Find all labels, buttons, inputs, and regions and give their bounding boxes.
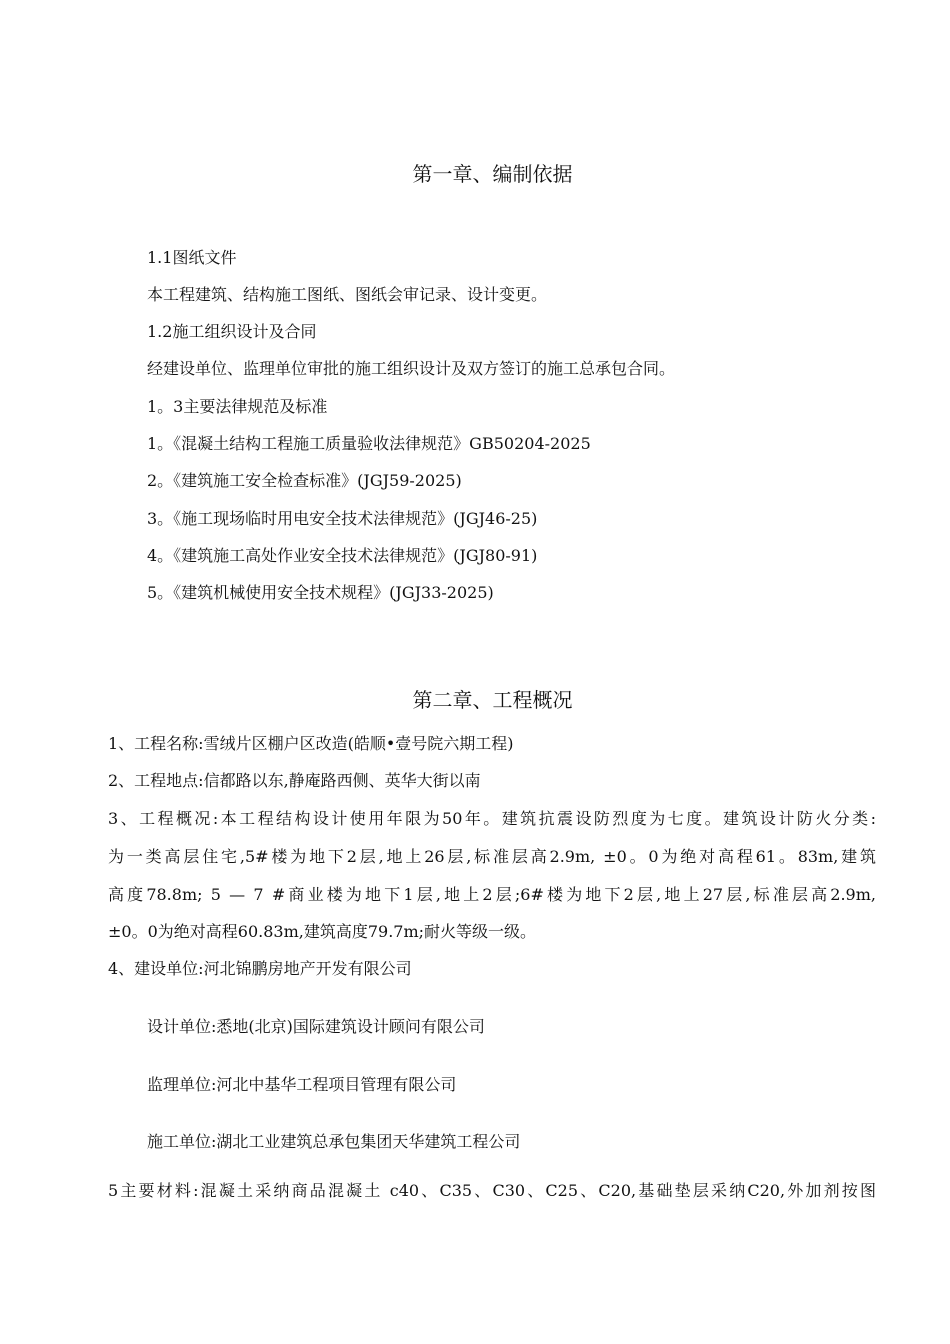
project-overview-line-2: 为一类高层住宅,5#楼为地下2层,地上26层,标准层高2.9m, ±0。0为绝对高程61。83m,建筑 <box>108 847 876 866</box>
design-unit: 设计单位:悉地(北京)国际建筑设计顾问有限公司 <box>147 1017 485 1036</box>
standard-item-1: 1。《混凝土结构工程施工质量验收法律规范》GB50204-2025 <box>147 434 591 453</box>
standard-item-5: 5。《建筑机械使用安全技术规程》(JGJ33-2025) <box>147 583 494 602</box>
section-1-2-heading: 1.2施工组织设计及合同 <box>147 322 317 341</box>
section-1-1-text: 本工程建筑、结构施工图纸、图纸会审记录、设计变更。 <box>147 285 548 304</box>
project-location: 2、工程地点:信都路以东,静庵路西侧、英华大街以南 <box>108 771 481 790</box>
construction-unit: 施工单位:湖北工业建筑总承包集团天华建筑工程公司 <box>147 1132 521 1151</box>
main-materials: 5主要材料:混凝土采纳商品混凝土 c40、C35、C30、C25、C20,基础垫层采纳C20,外加剂按图 <box>108 1181 876 1200</box>
section-1-3-heading: 1。3主要法律规范及标准 <box>147 397 328 416</box>
chapter2-title: 第二章、工程概况 <box>412 688 573 712</box>
section-1-2-text: 经建设单位、监理单位审批的施工组织设计及双方签订的施工总承包合同。 <box>147 359 676 378</box>
chapter1-title: 第一章、编制依据 <box>412 162 573 186</box>
project-name: 1、工程名称:雪绒片区棚户区改造(皓顺•壹号院六期工程) <box>108 734 514 753</box>
project-overview-line-1: 3、工程概况:本工程结构设计使用年限为50年。建筑抗震设防烈度为七度。建筑设计防火分类: <box>108 809 876 828</box>
standard-item-3: 3。《施工现场临时用电安全技术法律规范》(JGJ46-25) <box>147 509 538 528</box>
project-overview-line-4: ±0。0为绝对高程60.83m,建筑高度79.7m;耐火等级一级。 <box>108 922 537 941</box>
owner-unit: 4、建设单位:河北锦鹏房地产开发有限公司 <box>108 959 412 978</box>
section-1-1-heading: 1.1图纸文件 <box>147 248 237 267</box>
project-overview-line-3: 高度78.8m; 5 — 7 #商业楼为地下1层,地上2层;6#楼为地下2层,地上27层,标准层高2.9m, <box>108 885 876 904</box>
standard-item-2: 2。《建筑施工安全检查标准》(JGJ59-2025) <box>147 471 462 490</box>
supervision-unit: 监理单位:河北中基华工程项目管理有限公司 <box>147 1075 457 1094</box>
standard-item-4: 4。《建筑施工高处作业安全技术法律规范》(JGJ80-91) <box>147 546 538 565</box>
